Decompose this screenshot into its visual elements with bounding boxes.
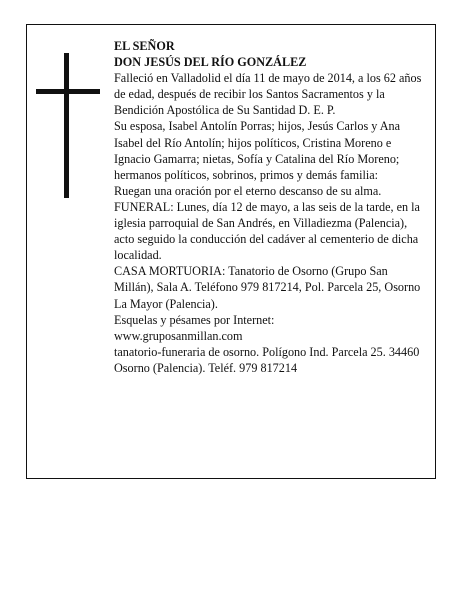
family-list: Su esposa, Isabel Antolín Porras; hijos, Jesús Carlos y Ana Isabel del Río Antolín; hijos políticos, Cristina Moreno e Ignacio Gamarra; nietas, Sofía y Catalina del Río Moreno; hermanos políticos, sobrinos, primos y demás familia:	[114, 119, 401, 182]
title-line-1: EL SEÑOR	[114, 39, 175, 53]
cross-horizontal-bar	[36, 89, 100, 94]
funeral-details: FUNERAL: Lunes, día 12 de mayo, a las seis de la tarde, en la iglesia parroquial de San Andrés, en Villadiezma (Palencia), acto seguido la conducción del cadáver al cementerio de dicha localidad.	[114, 199, 420, 263]
funeral-home-contact: tanatorio-funeraria de osorno. Polígono Ind. Parcela 25. 34460 Osorno (Palencia). Teléf. 979 817214	[114, 344, 420, 375]
prayer-request: Ruegan una oración por el eterno descanso de su alma.	[114, 183, 382, 198]
internet-condolences-label: Esquelas y pésames por Internet:	[114, 312, 275, 327]
death-announcement: Falleció en Valladolid el día 11 de mayo de 2014, a los 62 años de edad, después de recibir los Santos Sacramentos y la Bendición Apostólica de Su Santidad D. E. P.	[114, 71, 422, 118]
cross-icon	[36, 53, 100, 198]
cross-vertical-bar	[64, 53, 69, 198]
website-link: www.gruposanmillan.com	[114, 328, 243, 343]
deceased-name: DON JESÚS DEL RÍO GONZÁLEZ	[114, 55, 307, 70]
notice-text	[114, 38, 430, 376]
mortuary-details: CASA MORTUORIA: Tanatorio de Osorno (Grupo San Millán), Sala A. Teléfono 979 817214, Pol. Parcela 25, Osorno La Mayor (Palencia).	[114, 264, 421, 311]
